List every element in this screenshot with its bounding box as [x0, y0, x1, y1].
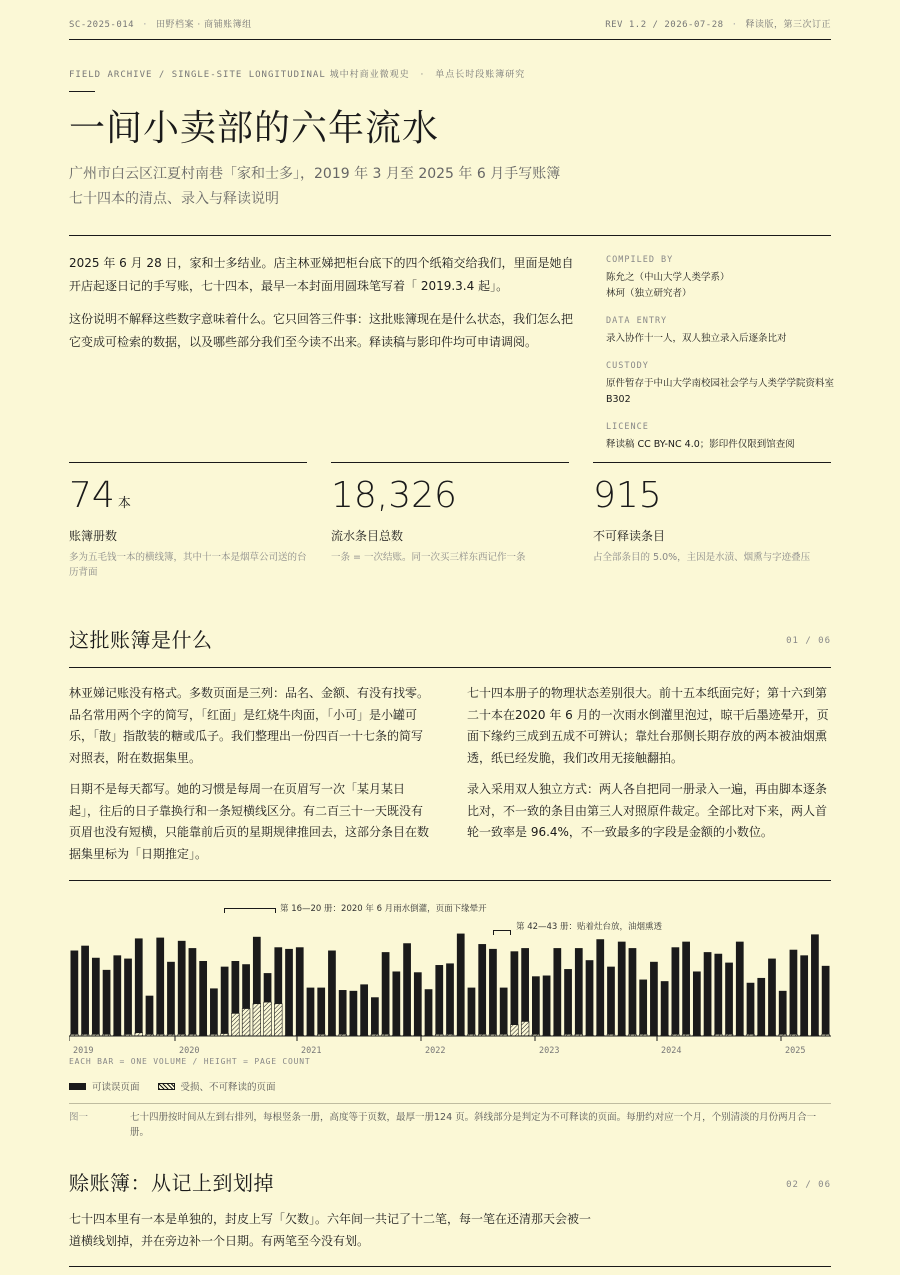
chart-annotation-1: 第 16—20 册：2020 年 6 月雨水倒灌，页面下缘晕开	[280, 904, 487, 914]
volume-bar	[156, 938, 164, 1035]
page-title: 一间小卖部的六年流水	[69, 108, 440, 149]
volume-bar	[242, 964, 250, 1008]
volume-bar	[435, 965, 443, 1034]
volume-bar	[800, 955, 808, 1035]
stat-value: 915	[593, 475, 662, 516]
chart-legend	[69, 1079, 294, 1093]
volume-bar	[124, 959, 132, 1035]
volume-bar	[403, 943, 411, 1035]
volume-bar	[543, 976, 551, 1036]
damaged-segment	[511, 1025, 519, 1036]
stat-number	[69, 475, 307, 517]
volume-bar	[350, 991, 358, 1035]
volume-bar	[822, 966, 830, 1035]
volume-bar	[199, 961, 207, 1035]
damaged-segment	[242, 1009, 250, 1036]
volume-bar	[135, 938, 143, 1032]
stat-desc: 占全部条目的 5.0%，主因是水渍、烟熏与字迹叠压	[593, 552, 811, 563]
volume-bar	[575, 948, 583, 1034]
volume-bar	[607, 967, 615, 1035]
top-bar-left: SC-2025-014 · 田野档案 · 商铺账簿组	[69, 20, 252, 30]
volume-bar	[360, 984, 368, 1035]
stat-unreadable	[593, 462, 831, 565]
damaged-segment	[253, 1004, 261, 1036]
top-bar	[69, 17, 831, 40]
volume-bar	[629, 948, 637, 1034]
section-1-right-column	[467, 683, 831, 854]
volume-bar	[296, 947, 304, 1035]
volume-bar	[521, 948, 529, 1021]
volume-bar	[146, 996, 154, 1035]
chart-caption: EACH BAR = ONE VOLUME / HEIGHT = PAGE COUNT	[69, 1057, 311, 1066]
year-tick-label: 2024	[661, 1046, 682, 1056]
volume-bar	[500, 988, 508, 1035]
chart-bars	[71, 934, 830, 1036]
section-1-paragraph-1: 林亚娣记账没有格式。多数页面是三列：品名、金额、有没有找零。品名常用两个字的简写，「红面」是红烧牛肉面，「小可」是小罐可乐，「散」指散装的糖或瓜子。我们整理出一份四百一十七条的简写对照表，附在数据集里。	[69, 686, 430, 765]
legend-label-readable: 可读误页面	[92, 1082, 140, 1093]
stat-name: 账簿册数	[69, 529, 118, 543]
damaged-segment	[521, 1021, 529, 1036]
meta-sidebar	[606, 255, 836, 467]
volume-bar	[596, 939, 604, 1035]
section-1-paragraph-4: 录入采用双人独立方式：两人各自把同一册录入一遍，再由脚本逐条比对，不一致的条目由第三人对照原件裁定。全部比对下来，两人首轮一致率是 96.4%，不一致最多的字段是金额的小数位。	[467, 782, 828, 839]
damaged-segment	[264, 1002, 272, 1036]
volume-bar	[693, 971, 701, 1035]
chart-annotation-2: 第 42—43 册：贴着灶台放，油烟熏透	[516, 922, 663, 932]
stat-name: 不可释读条目	[593, 529, 666, 543]
volume-bar	[704, 952, 712, 1035]
revision: REV 1.2 / 2026-07-28	[605, 20, 724, 30]
volume-bar	[425, 989, 433, 1035]
licence-value: 释读稿 CC BY-NC 4.0；影印件仅限到馆查阅	[606, 439, 795, 450]
section-1-paragraph-2: 日期不是每天都写。她的习惯是每周一在页眉写一次「某月某日起」，往后的日子靠换行和一条短横线区分。有二百三十一天既没有页眉也没有短横，只能靠前后页的星期规律推回去，这部分条目在数据集里标为「日期推定」。	[69, 782, 430, 861]
compiler-2: 林珂（独立研究者）	[606, 288, 692, 299]
section-2-number: 02 / 06	[786, 1180, 831, 1190]
document-code: SC-2025-014	[69, 20, 135, 30]
volume-bar	[81, 946, 89, 1035]
volume-bar	[178, 941, 186, 1035]
legend-item-damaged	[158, 1079, 276, 1093]
custody-value: 原件暂存于中山大学南校园社会学与人类学学院资料室 B302	[606, 378, 835, 405]
legend-swatch-hatch	[158, 1083, 175, 1090]
year-tick-label: 2019	[73, 1046, 94, 1056]
damaged-segment	[231, 1013, 239, 1036]
volume-bar	[221, 967, 229, 1034]
bottom-divider	[69, 1266, 831, 1267]
data-entry-label: DATA ENTRY	[606, 316, 668, 326]
intro-paragraph-1: 2025 年 6 月 28 日，家和士多结业。店主林亚娣把柜台底下的四个纸箱交给我们，里面是她自开店起逐日记的手写账，七十四本，最早一本封面用圆珠笔写着「 2019.3.4 起」。	[69, 256, 574, 293]
section-2-paragraph: 七十四本里有一本是单独的，封皮上写「欠数」。六年间一共记了十二笔，每一笔在还清那天会被一道横线划掉，并在旁边补一个日期。有两笔至今没有划。	[69, 1212, 592, 1248]
section-1-left-column	[69, 683, 433, 875]
volume-bar	[725, 963, 733, 1035]
volume-bar	[307, 988, 315, 1036]
volume-bar	[210, 988, 218, 1034]
intro-paragraph-2: 这份说明不解释这些数字意味着什么。它只回答三件事：这批账簿现在是什么状态，我们怎么把它变成可检索的数据，以及哪些部分我们至今读不出来。释读稿与影印件均可申请调阅。	[69, 312, 574, 349]
chart-top-divider	[69, 880, 831, 881]
chart-ticks	[69, 1036, 805, 1056]
volume-bar	[811, 934, 819, 1035]
volume-bar	[489, 949, 497, 1034]
edition: 释读版，第三次订正	[745, 20, 831, 30]
volume-bar	[457, 934, 465, 1036]
volume-bar	[468, 988, 476, 1035]
volume-bar	[682, 942, 690, 1035]
volume-bar	[768, 959, 776, 1036]
stat-entries	[331, 462, 569, 565]
section-1-paragraph-3: 七十四本册子的物理状态差别很大。前十五本纸面完好；第十六到第二十本在2020 年 6 月的一次雨水倒灌里泡过，晾干后墨迹晕开，页面下缘约三成到五成不可辨认；靠灶台那侧长期存放的两本被油烟熏透，纸已经发脆，我们改用无接触翻拍。	[467, 686, 829, 765]
volume-bar	[650, 962, 658, 1035]
legend-swatch-solid	[69, 1083, 86, 1090]
section-2-title: 赊账簿：从记上到划掉	[69, 1171, 274, 1195]
volume-bar	[113, 955, 121, 1035]
page-subtitle	[69, 162, 831, 212]
volume-bar	[264, 973, 272, 1002]
volume-bar	[371, 997, 379, 1034]
section-1-number: 01 / 06	[786, 636, 831, 646]
volume-bar	[285, 949, 293, 1035]
eyebrow: FIELD ARCHIVE / SINGLE-SITE LONGITUDINAL 城中村商业微观史 · 单点长时段账簿研究	[69, 70, 526, 80]
compiled-label: COMPILED BY	[606, 255, 674, 265]
year-tick-label: 2023	[539, 1046, 560, 1056]
legend-label-damaged: 受损、不可释读的页面	[180, 1082, 276, 1093]
volume-bar	[779, 991, 787, 1035]
eyebrow-rule	[69, 91, 95, 92]
section-1-title: 这批账簿是什么	[69, 628, 213, 652]
stat-unit: 本	[117, 496, 131, 511]
volume-bar	[71, 951, 79, 1035]
volume-bar	[747, 983, 755, 1035]
eyebrow-en: FIELD ARCHIVE / SINGLE-SITE LONGITUDINAL	[69, 70, 326, 80]
volume-bar	[757, 978, 765, 1035]
volume-bar	[639, 980, 647, 1035]
volume-bar	[511, 951, 519, 1024]
volume-page-chart	[69, 930, 831, 1056]
volume-bar	[790, 950, 798, 1035]
volume-bar	[92, 958, 100, 1035]
volume-bar	[618, 942, 626, 1036]
volume-bar	[274, 947, 282, 1003]
subtitle-line-2: 七十四本的清点、录入与释读说明	[69, 191, 279, 207]
volume-bar	[103, 970, 111, 1035]
volume-bar	[661, 981, 669, 1035]
damaged-segment	[274, 1004, 282, 1036]
year-tick-label: 2025	[785, 1046, 806, 1056]
volume-bar	[339, 990, 347, 1034]
header-divider	[69, 235, 831, 236]
top-bar-right: REV 1.2 / 2026-07-28 · 释读版，第三次订正	[605, 20, 831, 30]
stat-desc: 多为五毛钱一本的横线簿，其中十一本是烟草公司送的台历背面	[69, 552, 307, 578]
volume-bar	[714, 954, 722, 1035]
volume-bar	[189, 948, 197, 1034]
stat-number	[331, 475, 569, 517]
eyebrow-cn: 城中村商业微观史	[329, 70, 410, 80]
volume-bar	[672, 947, 680, 1034]
volume-bar	[478, 944, 486, 1034]
year-tick-label: 2022	[425, 1046, 446, 1056]
stat-name: 流水条目总数	[331, 529, 404, 543]
volume-bar	[317, 988, 325, 1035]
archive-org: 田野档案 · 商铺账簿组	[156, 20, 252, 30]
subtitle-line-1: 广州市白云区江夏村南巷「家和士多」，2019 年 3 月至 2025 年 6 月手写账簿	[69, 166, 561, 182]
stat-number	[593, 475, 831, 517]
year-tick-label: 2021	[301, 1046, 322, 1056]
volume-bar	[382, 952, 390, 1034]
eyebrow-tail: 单点长时段账簿研究	[435, 70, 526, 80]
volume-bar	[253, 937, 261, 1004]
section-1-divider	[69, 667, 831, 668]
volume-bar	[564, 969, 572, 1034]
stat-volumes	[69, 462, 307, 580]
custody-label: CUSTODY	[606, 361, 649, 371]
volume-bar	[167, 962, 175, 1035]
volume-bar	[586, 960, 594, 1035]
volume-bar	[392, 971, 400, 1035]
volume-bar	[553, 948, 561, 1035]
stat-value: 74	[69, 475, 115, 516]
volume-bar	[736, 942, 744, 1036]
stat-value: 18,326	[331, 475, 457, 516]
volume-bar	[414, 972, 422, 1035]
volume-bar	[446, 963, 454, 1034]
volume-bar	[328, 951, 336, 1036]
volume-bar	[231, 961, 239, 1013]
figure-text: 七十四册按时间从左到右排列，每根竖条一册，高度等于页数，最厚一册124 页。斜线部分是判定为不可释读的页面。每册约对应一个月，个别清淡的月份两月合一册。	[130, 1112, 817, 1138]
annotation-1-bracket	[224, 908, 276, 913]
volume-bar	[532, 976, 540, 1034]
intro	[69, 252, 577, 364]
figure-label: 图一	[69, 1112, 89, 1123]
compiled-value	[606, 270, 836, 302]
licence-label: LICENCE	[606, 422, 649, 432]
legend-item-readable	[69, 1079, 140, 1093]
stat-desc: 一条 = 一次结账。同一次买三样东西记作一条	[331, 552, 526, 563]
compiler-1: 陈允之（中山大学人类学系）	[606, 272, 730, 283]
year-tick-label: 2020	[179, 1046, 200, 1056]
figure-divider	[69, 1103, 831, 1104]
data-entry-value: 录入协作十一人，双人独立录入后逐条比对	[606, 333, 787, 344]
